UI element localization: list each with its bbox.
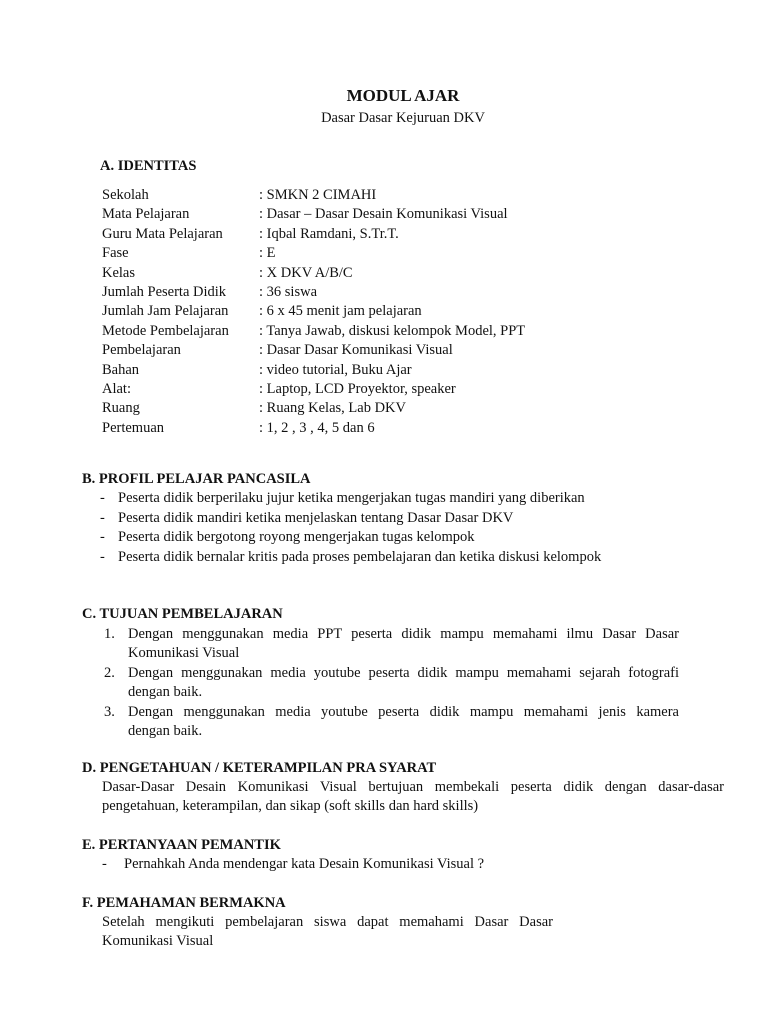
list-item-line: dengan baik. bbox=[128, 723, 203, 740]
list-item bbox=[100, 489, 740, 509]
list-item-line: Dengan menggunakan media PPT peserta didik mampu memahami ilmu Dasar Dasar bbox=[128, 626, 679, 642]
identity-label: Jumlah Jam Pelajaran bbox=[102, 303, 229, 320]
identity-label: Kelas bbox=[102, 264, 136, 281]
identity-label: Mata Pelajaran bbox=[102, 206, 190, 223]
list-item-text: Peserta didik bergotong royong mengerjakan tugas kelompok bbox=[118, 529, 475, 545]
identity-value: : Laptop, LCD Proyektor, speaker bbox=[259, 380, 456, 397]
section-a-heading: A. IDENTITAS bbox=[100, 158, 197, 174]
list-number: 3. bbox=[104, 703, 115, 720]
identity-value: : 6 x 45 menit jam pelajaran bbox=[259, 303, 422, 320]
list-item-body bbox=[128, 703, 679, 742]
document-subtitle: Dasar Dasar Kejuruan DKV bbox=[321, 110, 485, 126]
identity-label: Sekolah bbox=[102, 187, 149, 203]
list-item-text: Peserta didik mandiri ketika menjelaskan tentang Dasar Dasar DKV bbox=[118, 509, 514, 526]
list-item bbox=[100, 703, 680, 742]
identity-row bbox=[102, 399, 525, 418]
identity-label: Pembelajaran bbox=[102, 342, 181, 359]
list-number: 1. bbox=[104, 626, 115, 642]
identity-value: : Ruang Kelas, Lab DKV bbox=[259, 400, 406, 417]
identity-row bbox=[102, 186, 525, 205]
section-d-heading: D. PENGETAHUAN / KETERAMPILAN PRA SYARAT bbox=[82, 760, 437, 776]
section-f-heading: F. PEMAHAMAN BERMAKNA bbox=[82, 895, 286, 911]
identity-row bbox=[102, 283, 525, 302]
identity-label: Jumlah Peserta Didik bbox=[102, 283, 227, 300]
section-b-heading: B. PROFIL PELAJAR PANCASILA bbox=[82, 471, 311, 487]
question-list bbox=[102, 855, 742, 875]
identity-value: : SMKN 2 CIMAHI bbox=[259, 187, 377, 203]
list-item bbox=[100, 509, 740, 529]
identity-value: : Dasar Dasar Komunikasi Visual bbox=[259, 342, 453, 359]
identity-row bbox=[102, 419, 525, 438]
identity-row bbox=[102, 322, 525, 341]
paragraph-line: pengetahuan, keterampilan, dan sikap (soft skills dan hard skills) bbox=[102, 798, 479, 815]
paragraph-line: Komunikasi Visual bbox=[102, 933, 214, 950]
paragraph-line: Dasar-Dasar Desain Komunikasi Visual bertujuan membekali peserta didik dengan dasar-dasar bbox=[102, 779, 724, 795]
identity-row bbox=[102, 341, 525, 360]
dash-bullet: - bbox=[100, 548, 105, 565]
identity-label: Bahan bbox=[102, 361, 140, 378]
list-item-line: Dengan menggunakan media youtube peserta didik mampu memahami sejarah fotografi bbox=[128, 664, 679, 681]
identity-row bbox=[102, 302, 525, 321]
list-number: 2. bbox=[104, 664, 115, 681]
identity-label: Alat: bbox=[102, 380, 131, 397]
prerequisite-paragraph bbox=[102, 778, 724, 817]
list-item bbox=[100, 664, 680, 703]
identity-row bbox=[102, 361, 525, 380]
section-e-heading: E. PERTANYAAN PEMANTIK bbox=[82, 837, 281, 853]
dash-bullet: - bbox=[102, 856, 107, 872]
identity-value: : Dasar – Dasar Desain Komunikasi Visual bbox=[259, 206, 508, 223]
identity-value: : Tanya Jawab, diskusi kelompok Model, PPT bbox=[259, 322, 526, 339]
identity-value: : 1, 2 , 3 , 4, 5 dan 6 bbox=[259, 419, 375, 436]
profile-list bbox=[100, 489, 740, 567]
dash-bullet: - bbox=[100, 490, 105, 506]
identity-value: : E bbox=[259, 245, 276, 262]
identity-row bbox=[102, 380, 525, 399]
identity-row bbox=[102, 225, 525, 244]
identity-value: : Iqbal Ramdani, S.Tr.T. bbox=[259, 225, 399, 242]
paragraph-line: Setelah mengikuti pembelajaran siswa dapat memahami Dasar Dasar bbox=[102, 914, 553, 930]
dash-bullet: - bbox=[100, 529, 105, 545]
meaning-paragraph bbox=[102, 913, 553, 952]
list-item-line: Komunikasi Visual bbox=[128, 645, 240, 662]
dash-bullet: - bbox=[100, 509, 105, 526]
identity-label: Ruang bbox=[102, 400, 140, 417]
list-item-line: Dengan menggunakan media youtube peserta didik mampu memahami jenis kamera bbox=[128, 703, 679, 720]
list-item-text: Peserta didik bernalar kritis pada proses pembelajaran dan ketika diskusi kelompok bbox=[118, 548, 602, 565]
list-item bbox=[100, 625, 680, 664]
list-item bbox=[102, 855, 742, 875]
identity-row bbox=[102, 244, 525, 263]
identity-row bbox=[102, 264, 525, 283]
list-item-text: Pernahkah Anda mendengar kata Desain Komunikasi Visual ? bbox=[124, 856, 485, 872]
identity-label: Pertemuan bbox=[102, 419, 165, 436]
identity-label: Fase bbox=[102, 245, 129, 262]
identity-value: : X DKV A/B/C bbox=[259, 264, 353, 281]
list-item bbox=[100, 528, 740, 548]
identity-row bbox=[102, 205, 525, 224]
identity-label: Metode Pembelajaran bbox=[102, 322, 229, 339]
objectives-list bbox=[100, 625, 680, 741]
list-item-body bbox=[128, 625, 679, 664]
list-item-text: Peserta didik berperilaku jujur ketika mengerjakan tugas mandiri yang diberikan bbox=[118, 490, 585, 506]
document-title: MODUL AJAR bbox=[346, 86, 460, 105]
identity-value: : video tutorial, Buku Ajar bbox=[259, 361, 412, 378]
identity-label: Guru Mata Pelajaran bbox=[102, 225, 223, 242]
list-item-body bbox=[128, 664, 679, 703]
section-c-heading: C. TUJUAN PEMBELAJARAN bbox=[82, 606, 283, 622]
identity-value: : 36 siswa bbox=[259, 283, 317, 300]
list-item bbox=[100, 548, 740, 568]
list-item-line: dengan baik. bbox=[128, 684, 203, 701]
identity-table bbox=[102, 186, 525, 438]
